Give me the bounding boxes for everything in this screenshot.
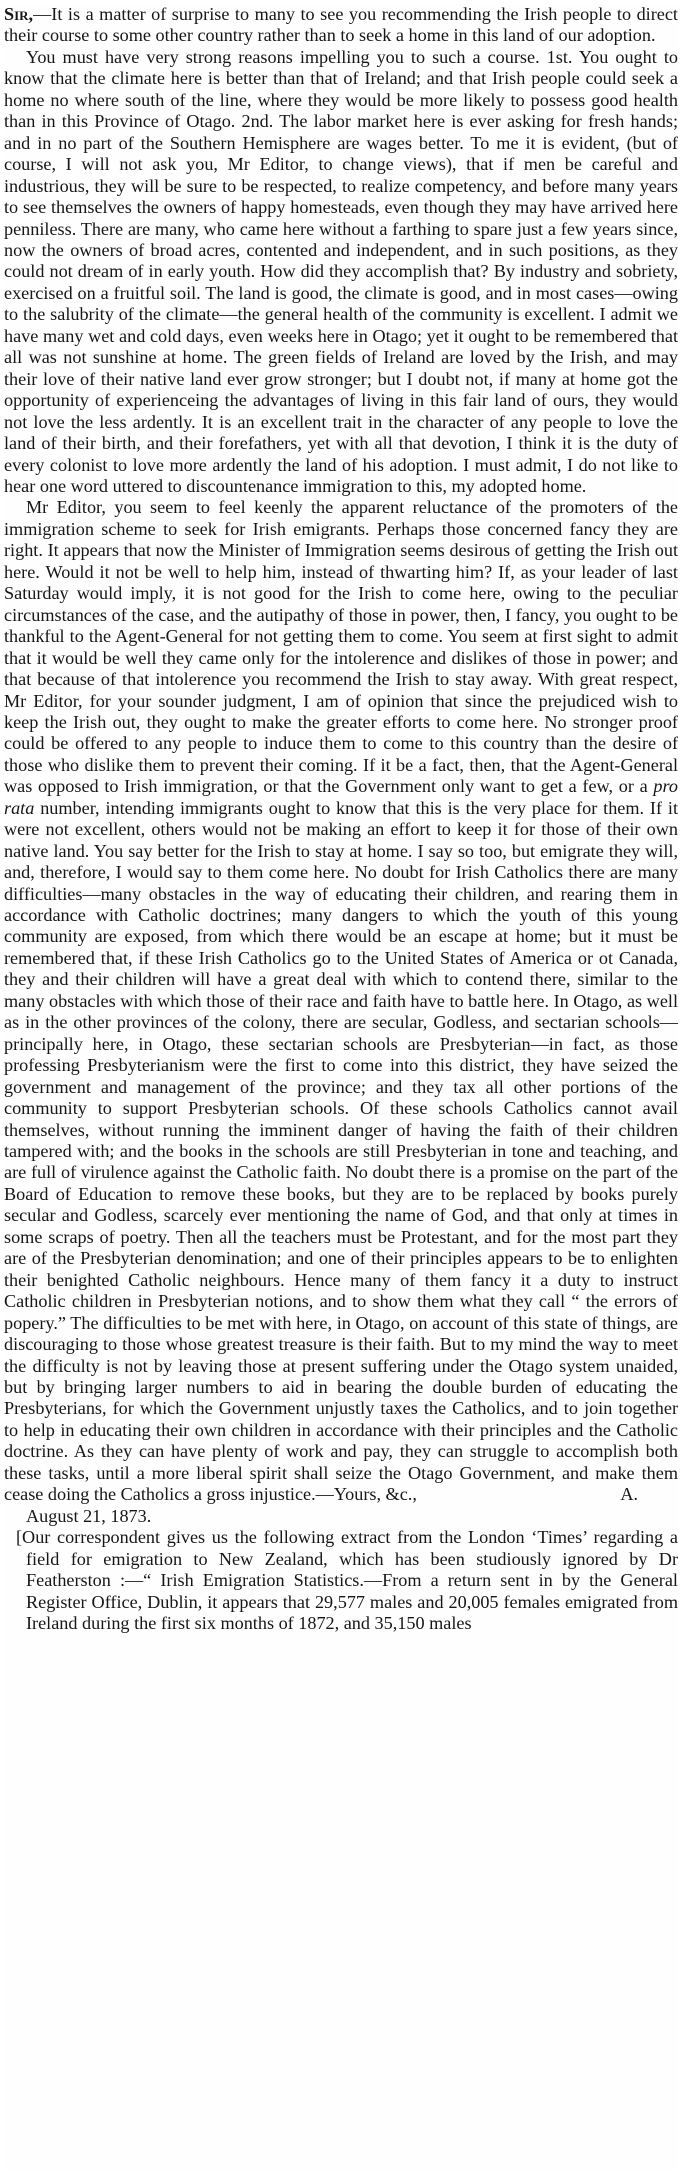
paragraph-part-a: Mr Editor, you seem to feel keenly the apparent reluctance of the promoters of the immigration scheme to seek for Irish emigrants. Perhaps those concerned fancy they are right. It appears that now the Minister of Immigration seems desirous of getting the Irish out here. Would it not be well to help him, instead of thwarting him? If, as your leader of last Saturday would imply, it is not good for the Irish to come here, owing to the peculiar circumstances of the case, and the autipathy of those in power, then, I fancy, you ought to be thankful to the Agent-General for not getting them to come. You seem at first sight to admit that it would be well they came only for the intolerence and dislikes of those in power; and that because of that intolerence you recommend the Irish to stay away. With great respect, Mr Editor, for your sounder judgment, I am of opinion that since the prejudiced wish to keep the Irish out, they ought to make the greater efforts to come here. No stronger proof could be offered to any people to induce them to come to this country than the desire of those who dislike them to prevent their coming. If it be a fact, then, that the Agent-General was opposed to Irish immigration, or that the Government only want to get a few, or a [4,497,678,797]
pro-rata-italic: pro rata [4,776,678,818]
editor-note: [Our correspondent gives us the following extract from the London ‘Times’ regarding a field for emigration to New Zealand, which has been studiously ignored by Dr Featherston :—“ Irish Emigration Statistics.—From a return sent in by the General Register Office, Dublin, it appears that 29,577 males and 20,005 females emigrated from Ireland during the first six months of 1872, and 35,150 males [16,1527,678,1633]
signature: A. [620,1484,638,1505]
dateline: August 21, 1873. [26,1505,152,1526]
paragraph-immigration-education [4,497,678,1505]
opening-sentence: —It is a matter of surprise to many to see you recommending the Irish people to direct their course to some other country rather than to seek a home in this land of our adoption. [4,4,678,46]
salutation: Sir, [4,4,34,24]
paragraph-climate-labor: You must have very strong reasons impelling you to such a course. 1st. You ought to know that the climate here is better than that of Ireland; and that Irish people could seek a home no where south of the line, where they would be more likely to possess good health than in this Province of Otago. 2nd. The labor market here is ever asking for fresh hands; and in no part of the Southern Hemisphere are wages better. To me it is evident, (but of course, I will not ask you, Mr Editor, to change views), that if men be careful and industrious, they will be sure to be respected, to realize competency, and before many years to see themselves the owners of happy homesteads, even though they may have arrived here penniless. There are many, who came here without a farthing to spare just a few years since, now the owners of broad acres, contented and independent, and in such positions, as they could not dream of in early youth. How did they accomplish that? By industry and sobriety, exercised on a fruitful soil. The land is good, the climate is good, and in most cases—owing to the salubrity of the climate—the general health of the community is excellent. I admit we have many wet and cold days, even weeks here in Otago; yet it ought to be remembered that all was not sunshine at home. The green fields of Ireland are loved by the Irish, and may their love of their native land ever grow stronger; but I doubt not, if many at home got the opportunity of experienceing the advantages of living in this fair land of ours, they would not love the less ardently. It is an excellent trait in the character of any people to love the land of their birth, and their forefathers, yet with all that devotion, I think it is the duty of every colonist to love more ardently the land of his adoption. I must admit, I do not like to hear one word uttered to discountenance immigration to this, my adopted home. [4,46,678,496]
newspaper-column [4,4,678,2170]
paragraph-part-b: number, intending immigrants ought to know that this is the very place for them. If it were not excellent, others would not be making an effort to keep it for those of their own native land. You say better for the Irish to stay at home. I say so too, but emigrate they will, and, therefore, I would say to them come here. No doubt for Irish Catholics there are many difficulties—many obstacles in the way of educating their children, and rearing them in accordance with Catholic doctrines; many dangers to which the youth of this young community are exposed, from which there would be an escape at home; but it must be remembered that, if these Irish Catholics go to the United States of America or ot Canada, they and their children will have a great deal with which to contend there, similar to the many obstacles with which those of their race and faith have to battle here. In Otago, as well as in the other provinces of the colony, there are secular, Godless, and sectarian schools—principally here, in Otago, these sectarian schools are Presbyterian—in fact, as those professing Presbyterianism were the first to come into this district, they have seized the government and management of the province; and they tax all other portions of the community to support Presbyterian schools. Of these schools Catholics cannot avail themselves, without running the imminent danger of having the faith of their children tampered with; and the books in the schools are still Presbyterian in tone and teaching, and are full of virulence against the Catholic faith. No doubt there is a promise on the part of the Board of Education to remove these books, but they are to be replaced by books purely secular and Godless, scarcely ever mentioning the name of God, and that only at times in some scraps of poetry. Then all the teachers must be Protestant, and for the most part they are of the Presbyterian denomination; and one of their principles appears to be to enlighten their benighted Catholic neighbours. Hence many of them fancy it a duty to instruct Catholic children in Presbyterian notions, and to show them what they call “ the errors of popery.” The difficulties to be met with here, in Otago, on account of this state of things, are discouraging to those whose greatest treasure is their faith. But to my mind the way to meet the difficulty is not by leaving those at present suffering under the Otago system unaided, but by bringing larger numbers to aid in bearing the double burden of educating the Presbyterians, for which the Government unjustly taxes the Catholics, and to join together to help in educating their own children in accordance with their principles and the Catholic doctrine. As they can have plenty of work and pay, they can struggle to accomplish both these tasks, until a more liberal spirit shall seize the Otago Government, and make them cease doing the Catholics a gross injustice.—Yours, &c., [4,797,678,1505]
letter-opening [4,4,678,47]
